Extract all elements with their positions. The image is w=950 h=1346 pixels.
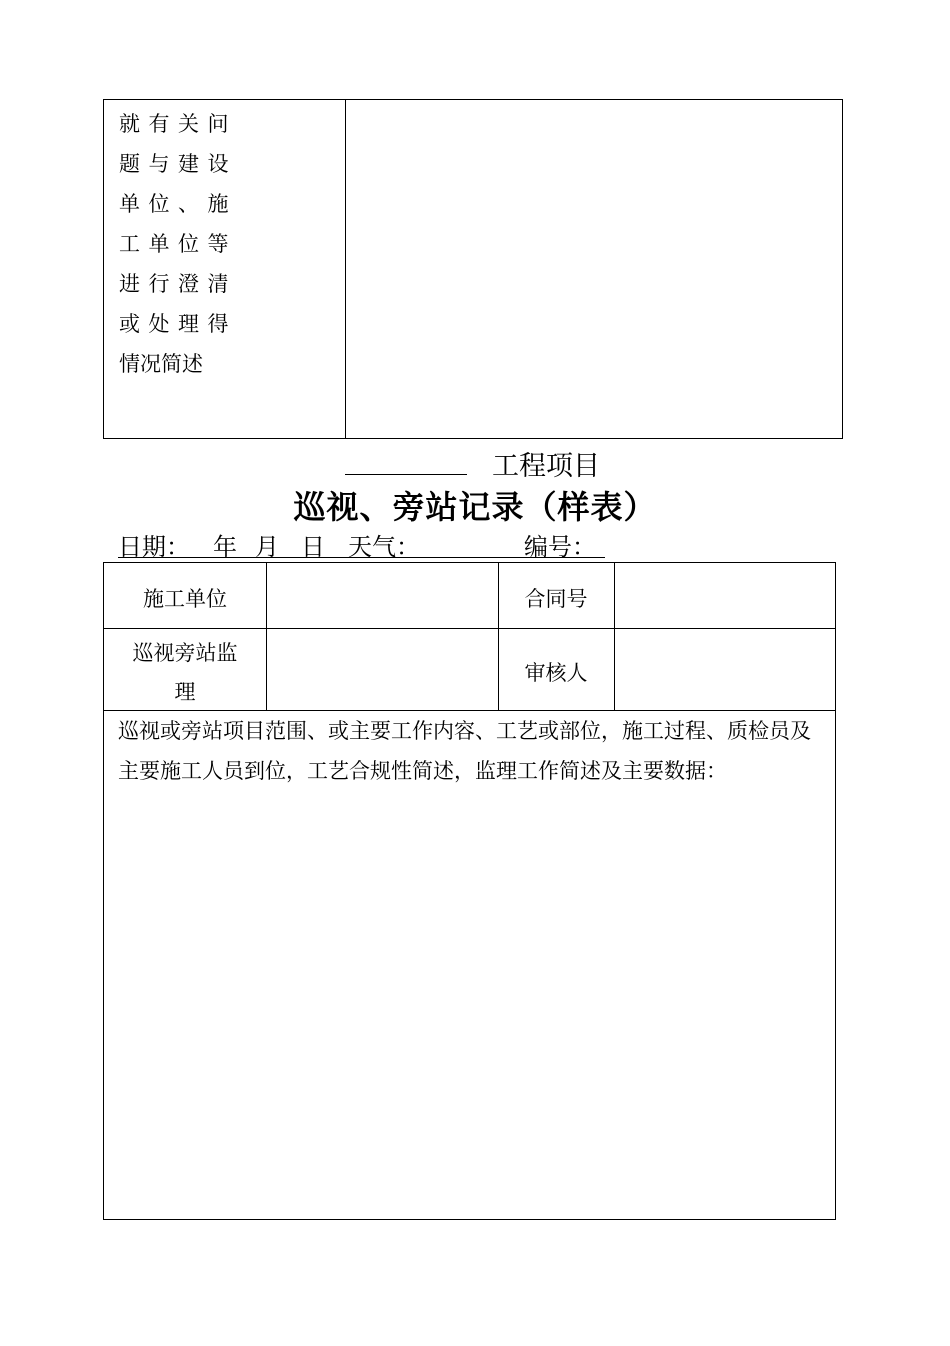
date-label: 日期： (118, 533, 190, 561)
label-line: 进行澄清 (119, 272, 237, 296)
year-label: 年 (213, 533, 237, 561)
clarification-table (103, 99, 843, 439)
reviewer-value[interactable] (616, 657, 834, 683)
label-line: 工单位等 (119, 232, 237, 256)
project-label: 工程项目 (492, 451, 600, 482)
inspection-record-table (103, 562, 836, 1220)
weather-label: 天气： (348, 533, 420, 561)
supervisor-label-cont: 理 (174, 680, 196, 704)
month-label: 月 (255, 533, 279, 561)
row-divider (104, 628, 835, 629)
contractor-value[interactable] (268, 583, 496, 609)
label-line: 就有关问 (119, 112, 237, 136)
supervisor-label: 巡视旁站监 (132, 641, 238, 665)
supervisor-value[interactable] (268, 657, 496, 683)
column-divider (266, 563, 267, 710)
form-title: 巡视、旁站记录（样表） (293, 488, 657, 526)
column-divider (614, 563, 615, 710)
contract-no-value[interactable] (616, 583, 834, 609)
label-line: 单位、施 (119, 192, 237, 216)
project-name-blank[interactable] (345, 474, 467, 475)
day-label: 日 (301, 533, 325, 561)
label-line: 情况简述 (119, 352, 203, 376)
number-label: 编号： (524, 533, 596, 561)
reviewer-label: 审核人 (524, 661, 588, 685)
contractor-label: 施工单位 (143, 587, 227, 611)
meta-row (118, 527, 605, 561)
contract-no-label: 合同号 (524, 587, 588, 611)
label-line: 或处理得 (119, 312, 237, 336)
label-line: 题与建设 (119, 152, 237, 176)
description-prompt: 巡视或旁站项目范围、或主要工作内容、工艺或部位，施工过程、质检员及主要施工人员到位，工艺合规性简述，监理工作简述及主要数据： (118, 719, 811, 783)
clarification-content[interactable] (254, 110, 824, 410)
